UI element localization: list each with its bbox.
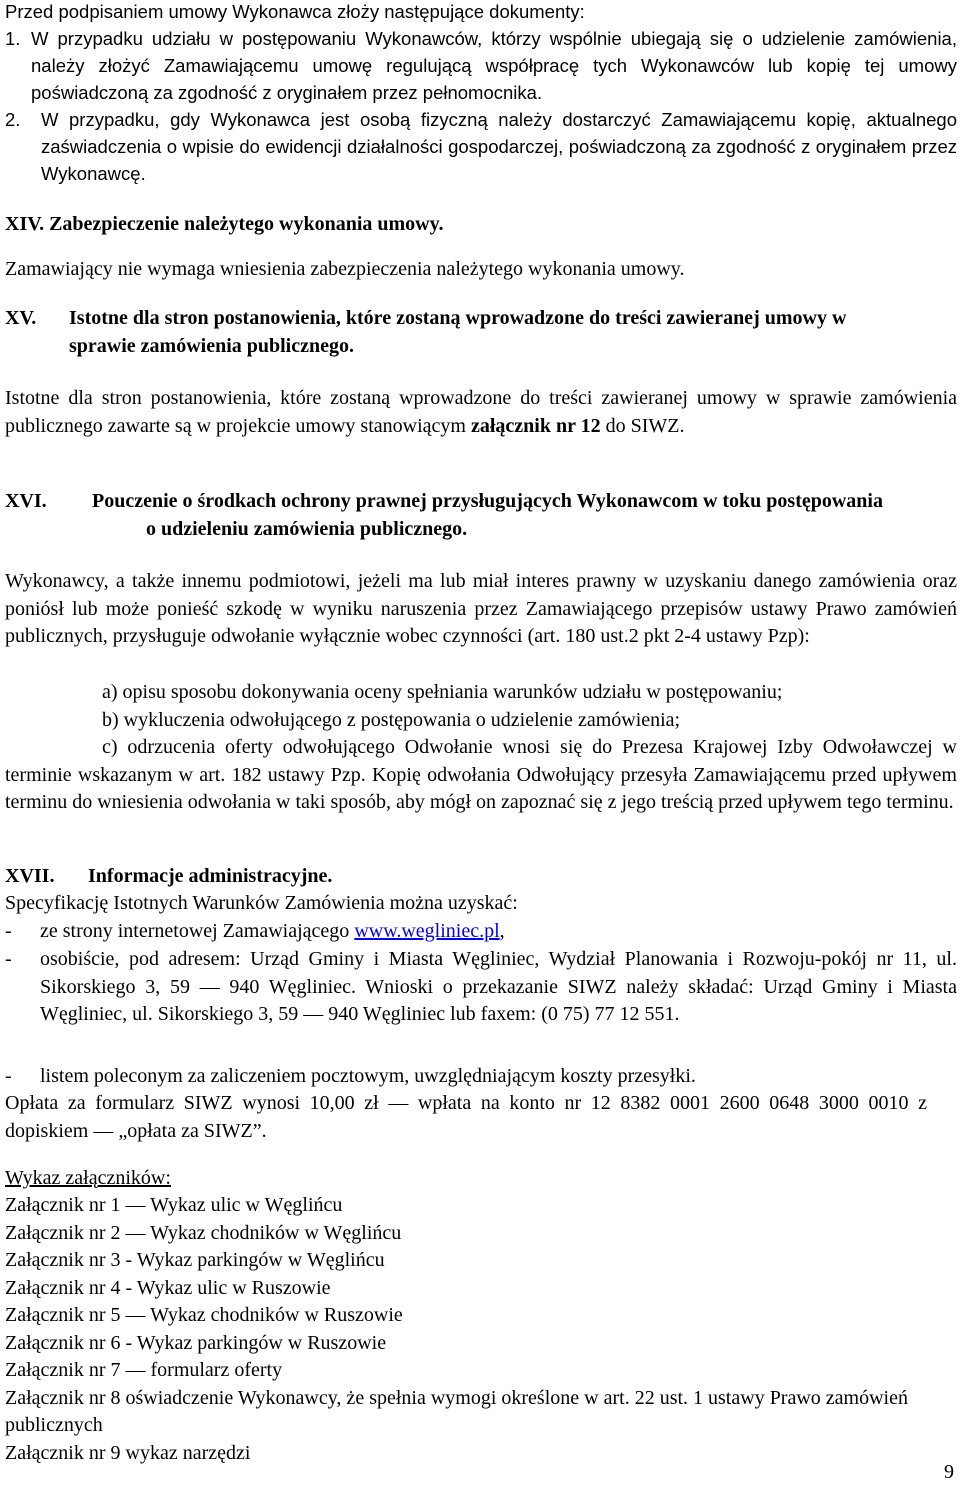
section-15-number: XV.	[5, 307, 37, 329]
section-16-item-c: c) odrzucenia oferty odwołującego Odwołanie wnosi się do Prezesa Krajowej Izby Odwoławczej w terminie wskazanym w art. 182 ustawy Pzp. Kopię odwołania Odwołujący przesyła Zamawiającemu przed upływem terminu do wniesienia odwołania w taki sposób, aby mógł on zapoznać się z jego treścią przed upływem tego terminu.	[5, 736, 957, 813]
attachments-heading: Wykaz załączników:	[5, 1167, 171, 1189]
page-number: 9	[944, 1461, 954, 1483]
intro-paragraph	[5, 0, 957, 187]
section-15-title	[69, 305, 957, 360]
section-14-number: XIV	[5, 213, 40, 235]
dash-1: -	[5, 920, 12, 942]
section-17-item-3-text: listem poleconym za zaliczeniem pocztowym, uwzględniającym koszty przesyłki.	[40, 1065, 696, 1087]
section-16-title	[92, 488, 957, 543]
section-14-title: . Zabezpieczenie należytego wykonania umowy.	[39, 213, 444, 235]
section-17-item-1-text	[40, 918, 957, 946]
intro-item-2-num: 2.	[5, 109, 21, 130]
section-17-number: XVII.	[5, 865, 55, 887]
section-16-body: Wykonawcy, a także innemu podmiotowi, jeżeli ma lub miał interes prawny w uzyskaniu danego zamówienia oraz poniósł lub może ponieść szkodę w wyniku naruszenia przez Zamawiającego przepisów ustawy Prawo zamówień publicznych, przysługuje odwołanie wyłącznie wobec czynności (art. 180 ust.2 pkt 2-4 ustawy Pzp):	[5, 570, 957, 647]
attachment-item-1: Załącznik nr 1 — Wykaz ulic w Węglińcu	[5, 1194, 343, 1216]
section-15-body-post: do SIWZ.	[600, 414, 685, 437]
dash-2: -	[5, 948, 12, 970]
section-16-item-b: b) wykluczenia odwołującego z postępowania o udzielenie zamówienia;	[102, 709, 681, 731]
intro-text: Przed podpisaniem umowy Wykonawca złoży następujące dokumenty:	[5, 1, 585, 22]
website-label: ze strony internetowej Zamawiającego	[40, 920, 355, 942]
attachment-item-5: Załącznik nr 5 — Wykaz chodników w Ruszowie	[5, 1304, 403, 1326]
attachment-list	[5, 1192, 957, 1467]
fee-paragraph: Opłata za formularz SIWZ wynosi 10,00 zł — wpłata na konto nr 12 8382 0001 2600 0648 3000 0010 z dopiskiem — „opłata za SIWZ”.	[5, 1092, 927, 1142]
section-15-heading	[5, 305, 957, 360]
section-17-item-2-text: osobiście, pod adresem: Urząd Gminy i Miasta Węgliniec, Wydział Planowania i Rozwoju-pokój nr 11, ul. Sikorskiego 3, 59 — 940 Węgliniec. Wnioski o przekazanie SIWZ należy składać: Urząd Gminy i Miasta Węgliniec, ul. Sikorskiego 3, 59 — 940 Węgliniec lub faxem: (0 75) 77 12 551.	[40, 948, 957, 1025]
section-17-intro: Specyfikację Istotnych Warunków Zamówienia można uzyskać:	[5, 892, 518, 914]
section-15-title-text: Istotne dla stron postanowienia, które zostaną wprowadzone do treści zawieranej umowy w sprawie zamówienia publicznego.	[69, 307, 847, 357]
intro-item-2	[5, 106, 957, 187]
section-16-title-text: Pouczenie o środkach ochrony prawnej przysługujących Wykonawcom w toku postępowania o udzieleniu zamówienia publicznego.	[92, 490, 883, 540]
section-17-heading	[5, 863, 957, 891]
attachment-12-reference: załącznik nr 12	[470, 414, 601, 437]
intro-item-1-num: 1.	[5, 28, 21, 49]
website-link[interactable]: www.wegliniec.pl	[354, 920, 500, 942]
attachment-item-4: Załącznik nr 4 - Wykaz ulic w Ruszowie	[5, 1276, 331, 1299]
attachment-item-9: Załącznik nr 9 wykaz narzędzi	[5, 1441, 251, 1464]
attachment-item-3: Załącznik nr 3 - Wykaz parkingów w Węglińcu	[5, 1249, 385, 1271]
section-17-item-1	[5, 918, 957, 946]
section-16-item-a: a) opisu sposobu dokonywania oceny spełniania warunków udziału w postępowaniu;	[102, 681, 783, 703]
attachment-item-6: Załącznik nr 6 - Wykaz parkingów w Ruszowie	[5, 1331, 387, 1354]
section-15-body	[5, 385, 957, 440]
dash-3: -	[5, 1065, 12, 1087]
section-16-heading	[5, 488, 957, 543]
intro-item-1-text: W przypadku udziału w postępowaniu Wykonawców, którzy wspólnie ubiegają się o udzielenie zamówienia, należy złożyć Zamawiającemu umowę regulującą współpracę tych Wykonawców lub kopię tej umowy poświadczoną za zgodność z oryginałem przez pełnomocnika.	[31, 28, 957, 103]
section-14-body: Zamawiający nie wymaga wniesienia zabezpieczenia należytego wykonania umowy.	[5, 258, 685, 280]
section-14-heading	[5, 211, 957, 239]
section-15-body-pre: Istotne dla stron postanowienia, które zostaną wprowadzone do treści zawieranej umowy w sprawie zamówienia publicznego zawarte są w projekcie umowy stanowiącym	[5, 387, 957, 437]
website-comma: ,	[499, 920, 505, 942]
section-16-number: XVI.	[5, 490, 47, 512]
attachment-item-8: Załącznik nr 8 oświadczenie Wykonawcy, że spełnia wymogi określone w art. 22 ust. 1 ustawy Prawo zamówień publicznych	[5, 1386, 908, 1436]
intro-item-2-text: W przypadku, gdy Wykonawca jest osobą fizyczną należy dostarczyć Zamawiającemu kopię, aktualnego zaświadczenia o wpisie do ewidencji działalności gospodarczej, poświadczoną za zgodność z oryginałem przez Wykonawcę.	[41, 109, 957, 184]
attachment-item-7: Załącznik nr 7 — formularz oferty	[5, 1359, 283, 1381]
section-17-item-3	[5, 1063, 957, 1091]
section-17-title: Informacje administracyjne.	[88, 865, 333, 887]
section-17-item-2	[5, 946, 957, 1029]
attachment-item-2: Załącznik nr 2 — Wykaz chodników w Węglińcu	[5, 1221, 402, 1244]
intro-item-1	[5, 25, 957, 106]
